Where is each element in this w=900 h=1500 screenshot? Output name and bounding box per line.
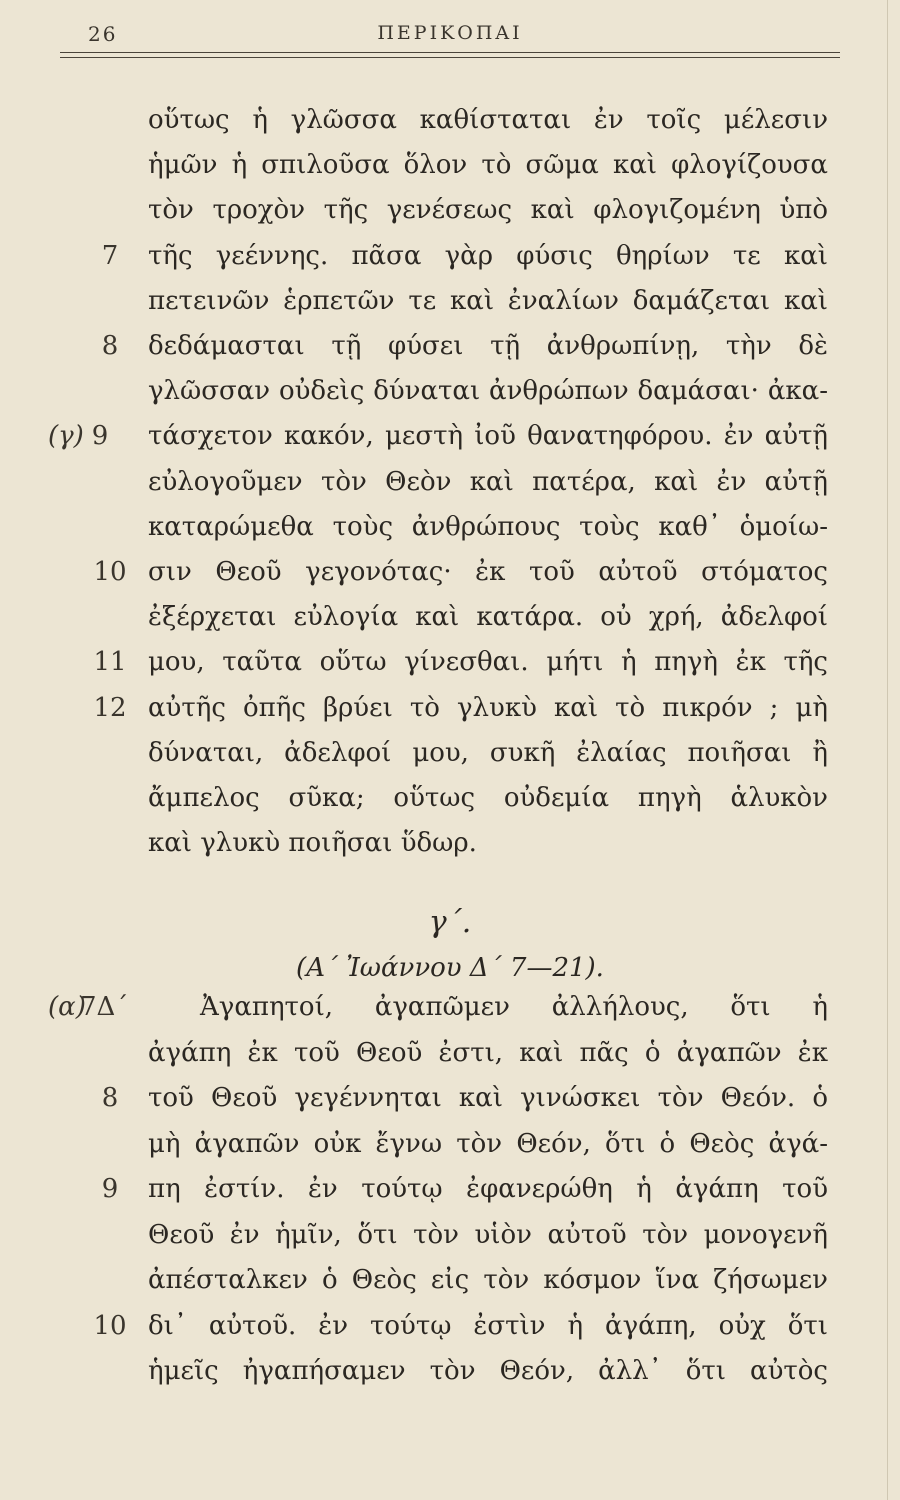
verse-number: 7	[101, 240, 119, 271]
text-line	[0, 416, 900, 456]
line-text: τῆς γεέννης. πᾶσα γὰρ φύσις θηρίων τε καὶ	[148, 240, 828, 271]
text-line	[0, 145, 900, 185]
text-line	[0, 1215, 900, 1255]
section-symbol: γ΄.	[428, 905, 472, 940]
text-line	[0, 778, 900, 818]
text-line	[0, 326, 900, 366]
line-text: ἄμπελος σῦκα; οὕτως οὐδεμία πηγὴ ἁλυκὸν	[148, 783, 828, 813]
text-line	[0, 462, 900, 502]
line-text: εὐλογοῦμεν τὸν Θεὸν καὶ πατέρα, καὶ ἐν αὐτῇ	[148, 466, 828, 497]
line-text: Ἀγαπητοί, ἀγαπῶμεν ἀλλήλους, ὅτι ἡ	[200, 992, 828, 1022]
text-line	[0, 733, 900, 773]
line-text: τάσχετον κακόν, μεστὴ ἰοῦ θανατηφόρου. ἐν αὐτῇ	[148, 421, 828, 452]
line-text: μου, ταῦτα οὕτω γίνεσθαι. μήτι ἡ πηγὴ ἐκ τῆς	[148, 647, 828, 678]
text-line	[0, 552, 900, 592]
verse-number: 9	[101, 1174, 119, 1204]
text-line	[0, 1169, 900, 1209]
line-text: γλῶσσαν οὐδεὶς δύναται ἀνθρώπων δαμάσαι· ἀκα-	[148, 376, 828, 407]
text-line	[0, 100, 900, 140]
text-line	[0, 1078, 900, 1118]
line-text: τοῦ Θεοῦ γεγέννηται καὶ γινώσκει τὸν Θεόν. ὁ	[148, 1083, 828, 1113]
verse-number: 12	[93, 692, 127, 723]
line-text: αὐτῆς ὀπῆς βρύει τὸ γλυκὺ καὶ τὸ πικρόν ; μὴ	[148, 692, 828, 723]
running-header	[60, 22, 840, 48]
text-line	[0, 1033, 900, 1073]
line-text: ἐξέρχεται εὐλογία καὶ κατάρα. οὐ χρή, ἀδελφοί	[148, 602, 828, 633]
verse-number: 8	[101, 1083, 119, 1113]
text-line	[0, 1306, 900, 1346]
text-line	[0, 1124, 900, 1164]
text-line	[0, 507, 900, 547]
line-text: οὕτως ἡ γλῶσσα καθίσταται ἐν τοῖς μέλεσιν	[148, 105, 828, 135]
text-line	[0, 1351, 900, 1391]
pericope-marker: (α)	[48, 992, 86, 1022]
text-line	[0, 371, 900, 411]
line-text: τὸν τροχὸν τῆς γενέσεως καὶ φλογιζομένη ὑπὸ	[148, 195, 828, 226]
line-text: ἡμεῖς ἠγαπήσαμεν τὸν Θεόν, ἀλλ᾽ ὅτι αὐτὸς	[148, 1356, 828, 1386]
line-text: Θεοῦ ἐν ἡμῖν, ὅτι τὸν υἱὸν αὐτοῦ τὸν μονογενῆ	[148, 1219, 828, 1250]
header-rule-thin	[60, 57, 840, 58]
line-text: ἀπέσταλκεν ὁ Θεὸς εἰς τὸν κόσμον ἵνα ζήσωμεν	[148, 1265, 828, 1295]
text-line	[0, 987, 900, 1027]
line-text: καὶ γλυκὺ ποιῆσαι ὕδωρ.	[148, 828, 477, 859]
page-number: 26	[88, 22, 118, 46]
verse-number: 10	[93, 1310, 127, 1341]
header-rule	[60, 52, 840, 53]
text-line	[0, 190, 900, 230]
text-line	[0, 642, 900, 682]
line-text: καταρώμεθα τοὺς ἀνθρώπους τοὺς καθ᾽ ὁμοίω-	[148, 511, 828, 542]
line-text: ἡμῶν ἡ σπιλοῦσα ὅλον τὸ σῶμα καὶ φλογίζουσα	[148, 150, 828, 181]
verse-number: 10	[93, 557, 127, 587]
line-text: πετεινῶν ἑρπετῶν τε καὶ ἐναλίων δαμάζεται καὶ	[148, 285, 828, 316]
section-title: (Α΄ Ἰωάννου Δ΄ 7—21).	[296, 953, 604, 983]
verse-number: 11	[93, 647, 127, 678]
verse-number: 7Δ΄	[80, 992, 129, 1022]
text-line	[0, 1260, 900, 1300]
line-text: πη ἐστίν. ἐν τούτῳ ἐφανερώθη ἡ ἀγάπη τοῦ	[148, 1174, 828, 1204]
line-text: ἀγάπη ἐκ τοῦ Θεοῦ ἐστι, καὶ πᾶς ὁ ἀγαπῶν ἐκ	[148, 1037, 828, 1068]
verse-number: 9	[91, 421, 109, 452]
line-text: σιν Θεοῦ γεγονότας· ἐκ τοῦ αὐτοῦ στόματος	[148, 557, 828, 587]
text-line	[0, 597, 900, 637]
pericope-marker: (γ)	[48, 421, 84, 452]
text-line	[0, 688, 900, 728]
text-line	[0, 823, 900, 863]
text-line	[0, 236, 900, 276]
line-text: μὴ ἀγαπῶν οὐκ ἔγνω τὸν Θεόν, ὅτι ὁ Θεὸς ἀγά-	[148, 1128, 828, 1159]
running-title: ΠΕΡΙΚΟΠΑΙ	[377, 22, 523, 44]
text-line	[0, 281, 900, 321]
line-text: δεδάμασται τῇ φύσει τῇ ἀνθρωπίνῃ, τὴν δὲ	[148, 331, 828, 361]
verse-number: 8	[101, 331, 119, 361]
line-text: δι᾽ αὐτοῦ. ἐν τούτῳ ἐστὶν ἡ ἀγάπη, οὐχ ὅτι	[148, 1310, 828, 1341]
line-text: δύναται, ἀδελφοί μου, συκῆ ἐλαίας ποιῆσαι ἢ	[148, 737, 828, 768]
